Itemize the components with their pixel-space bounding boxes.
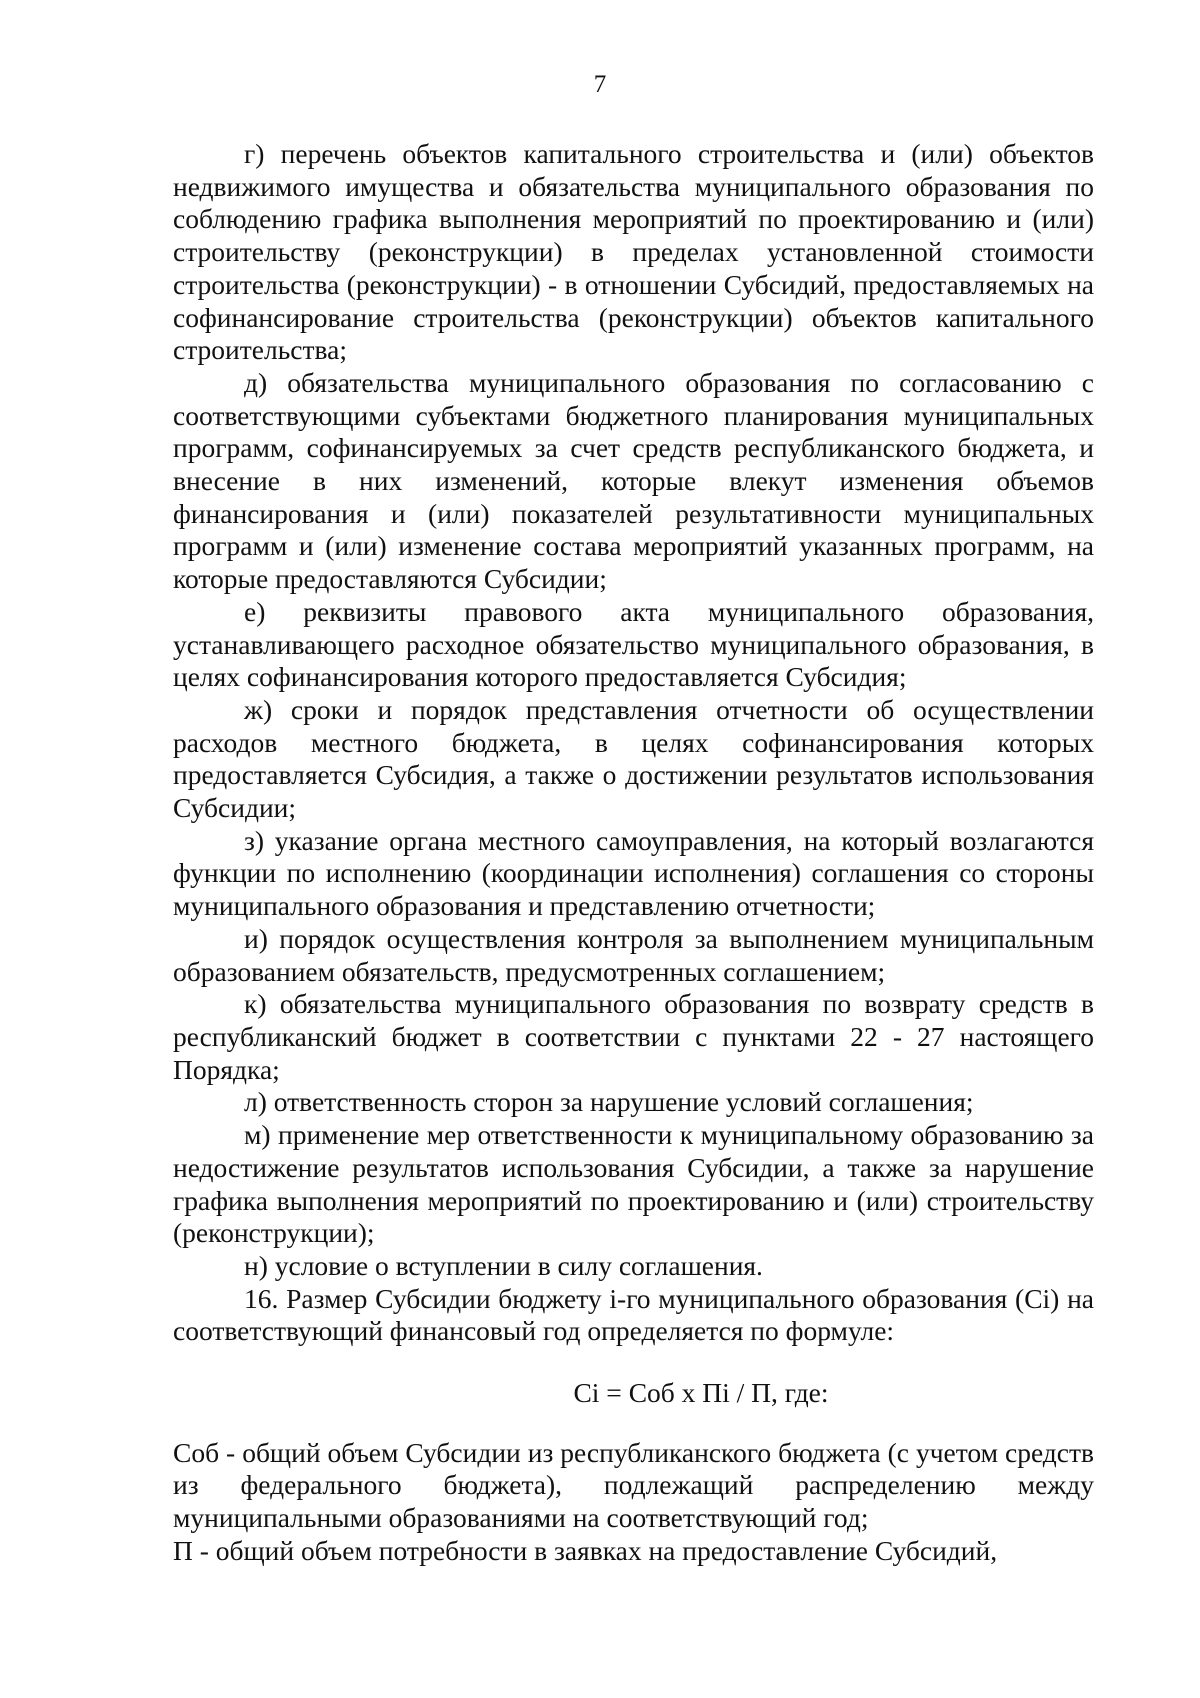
paragraph-g: г) перечень объектов капитального строительства и (или) объектов недвижимого имущества и обязательства муниципального образования по соблюдению графика выполнения мероприятий по проектированию и (или) строительству (реконструкции) в пределах установленной стоимости строительства (реконструкции) - в отношении Субсидий, предоставляемых на софинансирование строительства (реконструкции) объектов капитального строительства; bbox=[173, 138, 1094, 366]
paragraph-d: д) обязательства муниципального образования по согласованию с соответствующими субъектами бюджетного планирования муниципальных программ, софинансируемых за счет средств республиканского бюджета, и внесение в них изменений, которые влекут изменения объемов финансирования и (или) показателей результативности муниципальных программ и (или) изменение состава мероприятий указанных программ, на которые предоставляются Субсидии; bbox=[173, 366, 1094, 595]
paragraph-l: л) ответственность сторон за нарушение условий соглашения; bbox=[244, 1086, 974, 1118]
paragraph-e: е) реквизиты правового акта муниципального образования, устанавливающего расходное обязательство муниципального образования, в целях софинансирования которого предоставляется Субсидия; bbox=[173, 595, 1094, 693]
paragraph-m: м) применение мер ответственности к муниципальному образованию за недостижение результатов использования Субсидии, а также за нарушение графика выполнения мероприятий по проектированию и (или) строительству (реконструкции); bbox=[173, 1119, 1094, 1249]
page-number: 7 bbox=[593, 71, 607, 98]
paragraph-zh: ж) сроки и порядок представления отчетности об осуществлении расходов местного бюджета, в целях софинансирования которых предоставляется Субсидия, а также о достижении результатов использования Субсидии; bbox=[173, 693, 1094, 824]
paragraph-k: к) обязательства муниципального образования по возврату средств в республиканский бюджет в соответствии с пунктами 22 - 27 настоящего Порядка; bbox=[173, 988, 1094, 1085]
paragraph-i: и) порядок осуществления контроля за выполнением муниципальным образованием обязательств, предусмотренных соглашением; bbox=[173, 922, 1094, 987]
document-body bbox=[173, 138, 1094, 1568]
formula: Ci = Соб x Пi / П, где: bbox=[573, 1377, 829, 1409]
definition-p: П - общий объем потребности в заявках на предоставление Субсидий, bbox=[173, 1534, 998, 1566]
paragraph-z: з) указание органа местного самоуправления, на который возлагаются функции по исполнению (координации исполнения) соглашения со стороны муниципального образования и представлению отчетности; bbox=[173, 824, 1094, 922]
paragraph-16: 16. Размер Субсидии бюджету i-го муниципального образования (Ci) на соответствующий финансовый год определяется по формуле: bbox=[173, 1282, 1094, 1347]
paragraph-n: н) условие о вступлении в силу соглашения. bbox=[244, 1249, 763, 1281]
definition-sob: Соб - общий объем Субсидии из республиканского бюджета (с учетом средств из федерального бюджета), подлежащий распределению между муниципальными образованиями на соответствующий год; bbox=[173, 1436, 1094, 1534]
